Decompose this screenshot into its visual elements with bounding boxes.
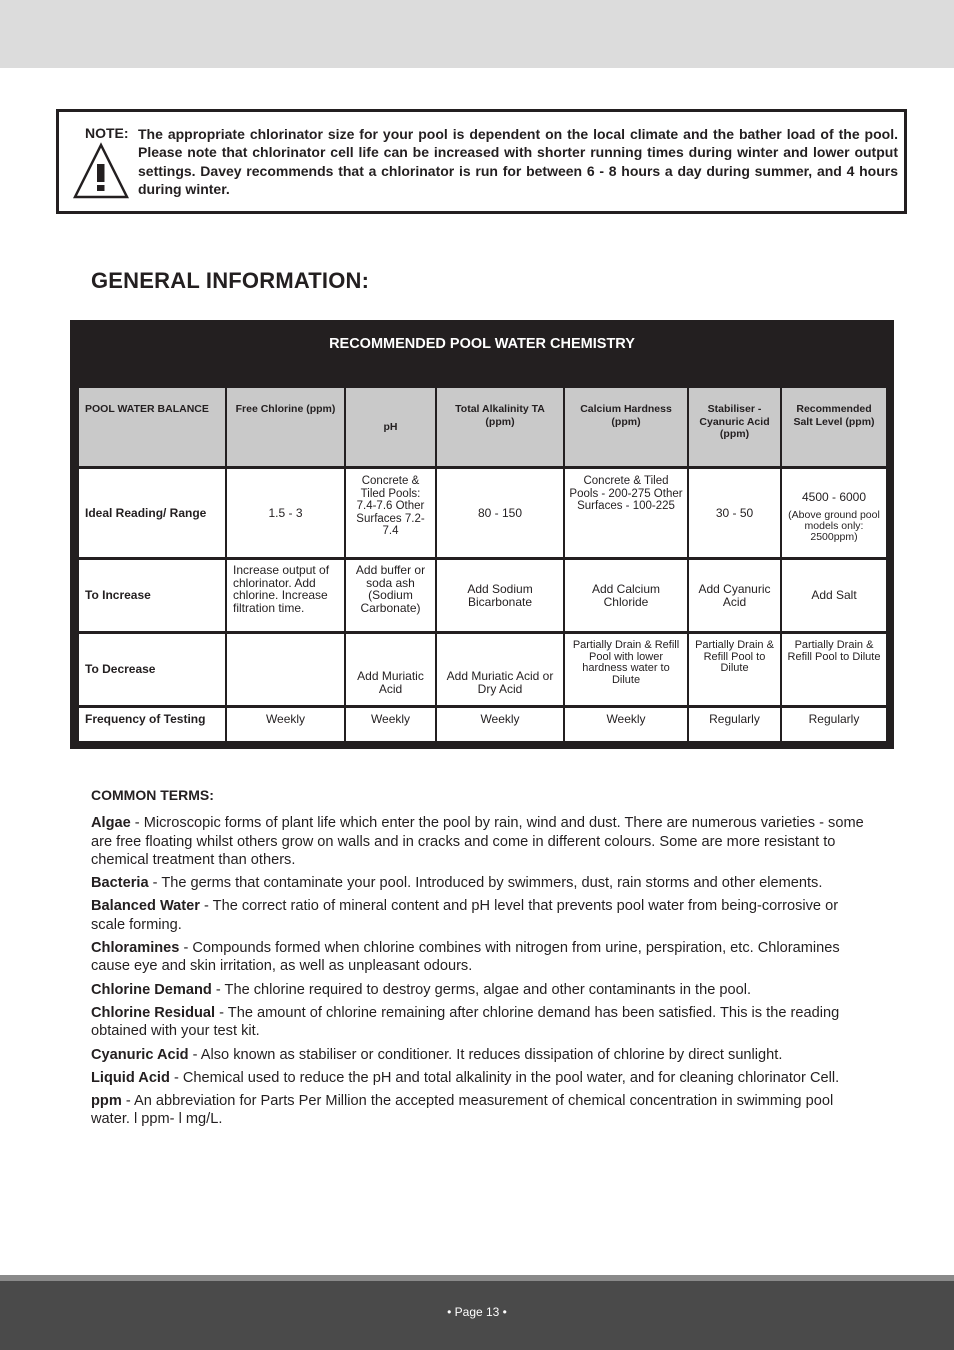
table-cell: Increase output of chlorinator. Add chlorine. Increase filtration time. xyxy=(227,560,344,631)
header-free-chlorine: Free Chlorine (ppm) xyxy=(227,388,344,466)
table-cell xyxy=(227,634,344,705)
note-label: NOTE: xyxy=(85,125,129,141)
table-cell: Partially Drain & Refill Pool to Dilute xyxy=(689,634,780,705)
table-cell: Add Cyanuric Acid xyxy=(689,560,780,631)
section-title: GENERAL INFORMATION: xyxy=(91,268,370,293)
note-text: The appropriate chlorinator size for your pool is dependent on the local climate and the bather load of the pool. Please note that chlorinator cell life can be increased with shorter running times during winter and lower output settings. Davey recommends that a chlorinator is run for between 6 - 8 hours a day during summer, and 4 hours during winter. xyxy=(138,126,898,197)
row-label-frequency: Frequency of Testing xyxy=(79,708,225,741)
table-cell: Add Muriatic Acid xyxy=(346,634,435,705)
table-cell: Add Muriatic Acid or Dry Acid xyxy=(437,634,563,705)
water-chemistry-table xyxy=(70,320,894,749)
term-balanced-water: Balanced Water - The correct ratio of mineral content and pH level that prevents pool water from being-corrosive or scale forming. xyxy=(91,898,839,933)
row-label-ideal: Ideal Reading/ Range xyxy=(79,469,225,557)
note-box xyxy=(56,109,907,214)
header-calcium-hardness: Calcium Hardness (ppm) xyxy=(565,388,687,466)
table-title: RECOMMENDED POOL WATER CHEMISTRY xyxy=(329,336,635,352)
table-cell: Concrete & Tiled Pools - 200-275 Other Surfaces - 100-225 xyxy=(565,469,687,557)
header-stabiliser: Stabiliser - Cyanuric Acid (ppm) xyxy=(689,388,780,466)
table-cell: 80 - 150 xyxy=(437,469,563,557)
header-salt-level: Recommended Salt Level (ppm) xyxy=(782,388,886,466)
warning-icon xyxy=(73,142,129,200)
term-chlorine-residual: Chlorine Residual - The amount of chlorine remaining after chlorine demand has been satisfied. This is the reading obtained with your test kit. xyxy=(91,1004,840,1040)
row-label-decrease: To Decrease xyxy=(79,634,225,705)
term-liquid-acid: Liquid Acid - Chemical used to reduce the pH and total alkalinity in the pool water, and for cleaning chlorinator Cell. xyxy=(91,1069,840,1086)
table-cell: Add Sodium Bicarbonate xyxy=(437,560,563,631)
table-cell: Weekly xyxy=(565,708,687,741)
table-cell: Regularly xyxy=(689,708,780,741)
table-cell: Partially Drain & Refill Pool to Dilute xyxy=(782,634,886,705)
table-cell: Concrete & Tiled Pools: 7.4-7.6 Other Surfaces 7.2-7.4 xyxy=(346,469,435,557)
page-number: • Page 13 • xyxy=(447,1305,507,1319)
table-cell: Add buffer or soda ash (Sodium Carbonate) xyxy=(346,560,435,631)
terms-heading: COMMON TERMS: xyxy=(91,787,214,803)
header-total-alkalinity: Total Alkalinity TA (ppm) xyxy=(437,388,563,466)
term-algae: Algae - Microscopic forms of plant life which enter the pool by rain, wind and dust. There are numerous varieties - some are free floating whilst others grow on walls and in cracks and come in different colours. Some are more resistant to chemical treatment than others. xyxy=(91,815,864,868)
table-cell: Partially Drain & Refill Pool with lower hardness water to Dilute xyxy=(565,634,687,705)
table-cell: Weekly xyxy=(346,708,435,741)
term-ppm: ppm - An abbreviation for Parts Per Million the accepted measurement of chemical concentration in swimming pool water. l ppm- l mg/L. xyxy=(91,1093,834,1128)
term-chlorine-demand: Chlorine Demand - The chlorine required to destroy germs, algae and other contaminants in the pool. xyxy=(91,981,752,998)
row-label-increase: To Increase xyxy=(79,560,225,631)
table-cell: Weekly xyxy=(227,708,344,741)
table-cell: Weekly xyxy=(437,708,563,741)
table-cell: 30 - 50 xyxy=(689,469,780,557)
header-pool-water-balance: POOL WATER BALANCE xyxy=(79,388,225,466)
term-chloramines: Chloramines - Compounds formed when chlorine combines with nitrogen from urine, perspiration, etc. Chloramines cause eye and skin irritation, as well as unpleasant odours. xyxy=(91,940,840,975)
table-cell: Regularly xyxy=(782,708,886,741)
term-cyanuric-acid: Cyanuric Acid - Also known as stabiliser or conditioner. It reduces dissipation of chlorine by direct sunlight. xyxy=(91,1046,783,1063)
salt-note: (Above ground pool models only: 2500ppm) xyxy=(788,508,880,543)
common-terms xyxy=(91,786,866,1134)
table-cell: 1.5 - 3 xyxy=(227,469,344,557)
table-cell: Add Calcium Chloride xyxy=(565,560,687,631)
header-band xyxy=(0,0,954,68)
header-ph: pH xyxy=(346,388,435,466)
term-bacteria: Bacteria - The germs that contaminate your pool. Introduced by swimmers, dust, rain storms and other elements. xyxy=(91,875,823,892)
table-cell-salt xyxy=(782,469,886,557)
table-cell: Add Salt xyxy=(782,560,886,631)
salt-value: 4500 - 6000 xyxy=(801,490,867,504)
